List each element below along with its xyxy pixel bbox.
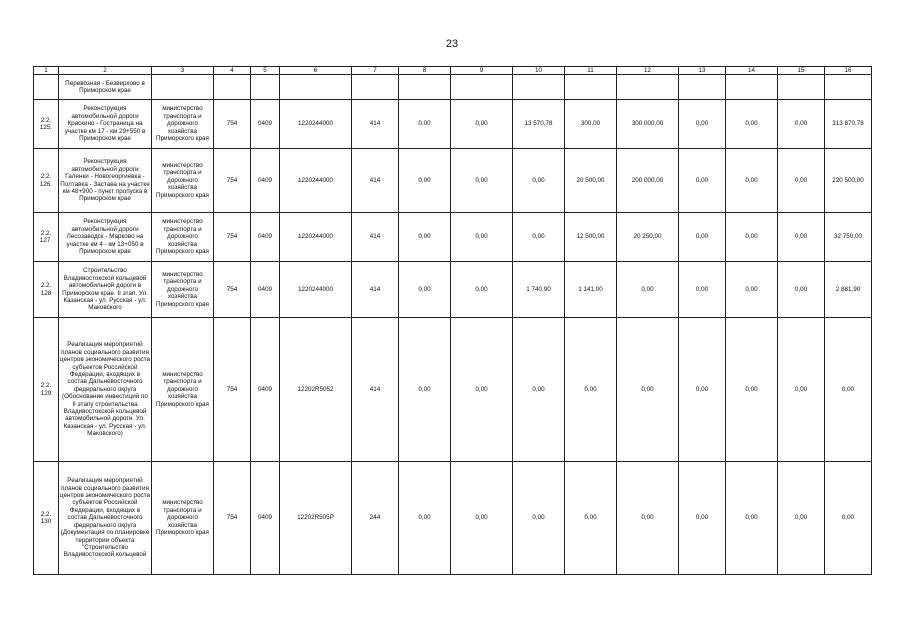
cell: 0,00	[451, 213, 513, 262]
cell	[565, 75, 617, 100]
cell	[451, 75, 513, 100]
cell: 414	[352, 318, 399, 462]
row-name: Реконструкция автомобильной дороги Лесозаводск - Марково на участке км 4 - км 13+050 в Приморском крае	[59, 213, 152, 262]
cell	[778, 75, 825, 100]
column-header: 2	[59, 67, 152, 75]
cell: 0,00	[825, 462, 872, 575]
column-header: 16	[825, 67, 872, 75]
cell: 0,00	[399, 318, 451, 462]
cell: 754	[214, 149, 251, 213]
cell: 0,00	[513, 213, 565, 262]
cell: 0409	[251, 100, 280, 149]
cell: 200 000,00	[617, 149, 679, 213]
cell: 0,00	[825, 318, 872, 462]
cell: 0,00	[726, 213, 778, 262]
table-row	[34, 75, 872, 100]
cell: 1220244000	[280, 100, 352, 149]
cell	[251, 75, 280, 100]
cell: 1220244000	[280, 213, 352, 262]
cell: 0,00	[513, 149, 565, 213]
cell: 0409	[251, 149, 280, 213]
column-header: 4	[214, 67, 251, 75]
cell: 414	[352, 262, 399, 318]
row-code: 2.2. 129	[34, 318, 59, 462]
column-header: 14	[726, 67, 778, 75]
cell	[399, 75, 451, 100]
cell: 0,00	[778, 149, 825, 213]
row-code: 2.2. 128	[34, 262, 59, 318]
cell: 0,00	[399, 462, 451, 575]
row-name: Реконструкция автомобильной дороги Галенки - Новогеоргиевка - Полтавка - Застава на участке км 48+900 - пункт пропуска в Приморском крае	[59, 149, 152, 213]
cell: 0,00	[679, 100, 726, 149]
cell: 0,00	[451, 318, 513, 462]
cell: 0,00	[399, 213, 451, 262]
page-number: 23	[445, 38, 459, 50]
cell	[280, 75, 352, 100]
cell: 0,00	[778, 213, 825, 262]
cell: 0,00	[679, 149, 726, 213]
cell: 0,00	[778, 100, 825, 149]
table-row	[34, 149, 872, 213]
cell: 2 881,90	[825, 262, 872, 318]
cell	[617, 75, 679, 100]
header-row	[34, 67, 872, 75]
cell: 414	[352, 149, 399, 213]
cell: 0,00	[513, 462, 565, 575]
cell	[679, 75, 726, 100]
cell: 0,00	[399, 100, 451, 149]
column-header: 5	[251, 67, 280, 75]
row-organization: министерство транспорта и дорожного хозяйства Приморского края	[152, 462, 214, 575]
row-name: Перевозная - Безверхово в Приморском крае	[59, 75, 152, 100]
table-row	[34, 100, 872, 149]
cell: 300,00	[565, 100, 617, 149]
cell: 0,00	[565, 318, 617, 462]
column-header: 6	[280, 67, 352, 75]
cell: 754	[214, 100, 251, 149]
row-code: 2.2. 126.	[34, 149, 59, 213]
cell: 0,00	[679, 213, 726, 262]
cell: 20 250,00	[617, 213, 679, 262]
cell: 300 000,00	[617, 100, 679, 149]
cell: 0,00	[513, 318, 565, 462]
cell: 0,00	[778, 462, 825, 575]
column-header: 7	[352, 67, 399, 75]
cell: 0,00	[726, 100, 778, 149]
row-code: 2.2. 125.	[34, 100, 59, 149]
cell: 0,00	[399, 149, 451, 213]
budget-table	[33, 66, 872, 575]
row-organization: министерство транспорта и дорожного хозяйства Приморского края	[152, 262, 214, 318]
cell: 1 740,90	[513, 262, 565, 318]
cell: 0,00	[399, 262, 451, 318]
cell: 0409	[251, 262, 280, 318]
cell	[513, 75, 565, 100]
row-name: Строительство Владивостокской кольцевой автомобильной дороги в Приморском крае. II этап. Ул. Казанская - ул. Русская - ул. Маковского	[59, 262, 152, 318]
column-header: 11	[565, 67, 617, 75]
column-header: 10	[513, 67, 565, 75]
cell: 12202R505P	[280, 462, 352, 575]
table-row	[34, 262, 872, 318]
cell: 0,00	[617, 462, 679, 575]
column-header: 1	[34, 67, 59, 75]
cell: 0,00	[778, 318, 825, 462]
cell: 0,00	[565, 462, 617, 575]
cell: 0,00	[726, 262, 778, 318]
row-name: Реконструкция автомобильной дороги Краскино - Гостраница на участке км 17 - км 29+550 в Приморском крае	[59, 100, 152, 149]
row-organization: министерство транспорта и дорожного хозяйства Приморского края	[152, 318, 214, 462]
row-organization: министерство транспорта и дорожного хозяйства Приморского края	[152, 213, 214, 262]
cell: 12202R5052	[280, 318, 352, 462]
cell: 0,00	[451, 262, 513, 318]
cell: 0,00	[726, 462, 778, 575]
cell: 1 141,00	[565, 262, 617, 318]
cell: 0,00	[451, 462, 513, 575]
column-header: 3	[152, 67, 214, 75]
cell: 414	[352, 100, 399, 149]
cell: 0,00	[679, 462, 726, 575]
cell: 0,00	[679, 262, 726, 318]
cell: 754	[214, 318, 251, 462]
cell: 0,00	[617, 318, 679, 462]
cell	[352, 75, 399, 100]
cell: 0409	[251, 318, 280, 462]
column-header: 15	[778, 67, 825, 75]
cell	[825, 75, 872, 100]
cell: 0,00	[726, 318, 778, 462]
cell: 754	[214, 462, 251, 575]
cell: 0,00	[617, 262, 679, 318]
cell: 0,00	[778, 262, 825, 318]
cell: 0,00	[451, 100, 513, 149]
row-code: 2.2. 130	[34, 462, 59, 575]
cell: 220 500,00	[825, 149, 872, 213]
column-header: 13	[679, 67, 726, 75]
row-organization	[152, 75, 214, 100]
cell: 0,00	[726, 149, 778, 213]
cell: 313 870,78	[825, 100, 872, 149]
row-name: Реализация мероприятий планов социального развития центров экономического роста субъектов Российской Федерации, входящих в состав Дальневосточного федерального округа (Обоснование инвестиций по II этапу строительства Владивостокской кольцевой автомобильной дороги. Ул. Казанская - ул. Русская - ул. Маковского)	[59, 318, 152, 462]
row-name: Реализация мероприятий планов социального развития центров экономического роста субъектов Российской Федерации, входящих в состав Дальневосточного федерального округа (Документация по планировке территории объекта "Строительство Владивостокской кольцевой	[59, 462, 152, 575]
table-row	[34, 213, 872, 262]
cell: 1220244000	[280, 149, 352, 213]
cell: 0,00	[679, 318, 726, 462]
cell: 0,00	[451, 149, 513, 213]
row-code	[34, 75, 59, 100]
row-organization: министерство транспорта и дорожного хозяйства Приморского края	[152, 100, 214, 149]
column-header: 9	[451, 67, 513, 75]
cell	[726, 75, 778, 100]
cell: 754	[214, 262, 251, 318]
row-code: 2.2. 127.	[34, 213, 59, 262]
cell: 414	[352, 213, 399, 262]
cell: 754	[214, 213, 251, 262]
row-organization: министерство транспорта и дорожного хозяйства Приморского края	[152, 149, 214, 213]
cell: 32 750,00	[825, 213, 872, 262]
table-row	[34, 462, 872, 575]
cell: 0409	[251, 462, 280, 575]
cell: 0409	[251, 213, 280, 262]
table-row	[34, 318, 872, 462]
column-header: 12	[617, 67, 679, 75]
cell: 244	[352, 462, 399, 575]
cell: 20 500,00	[565, 149, 617, 213]
column-header: 8	[399, 67, 451, 75]
cell: 1220244000	[280, 262, 352, 318]
cell: 12 500,00	[565, 213, 617, 262]
cell: 13 570,78	[513, 100, 565, 149]
cell	[214, 75, 251, 100]
